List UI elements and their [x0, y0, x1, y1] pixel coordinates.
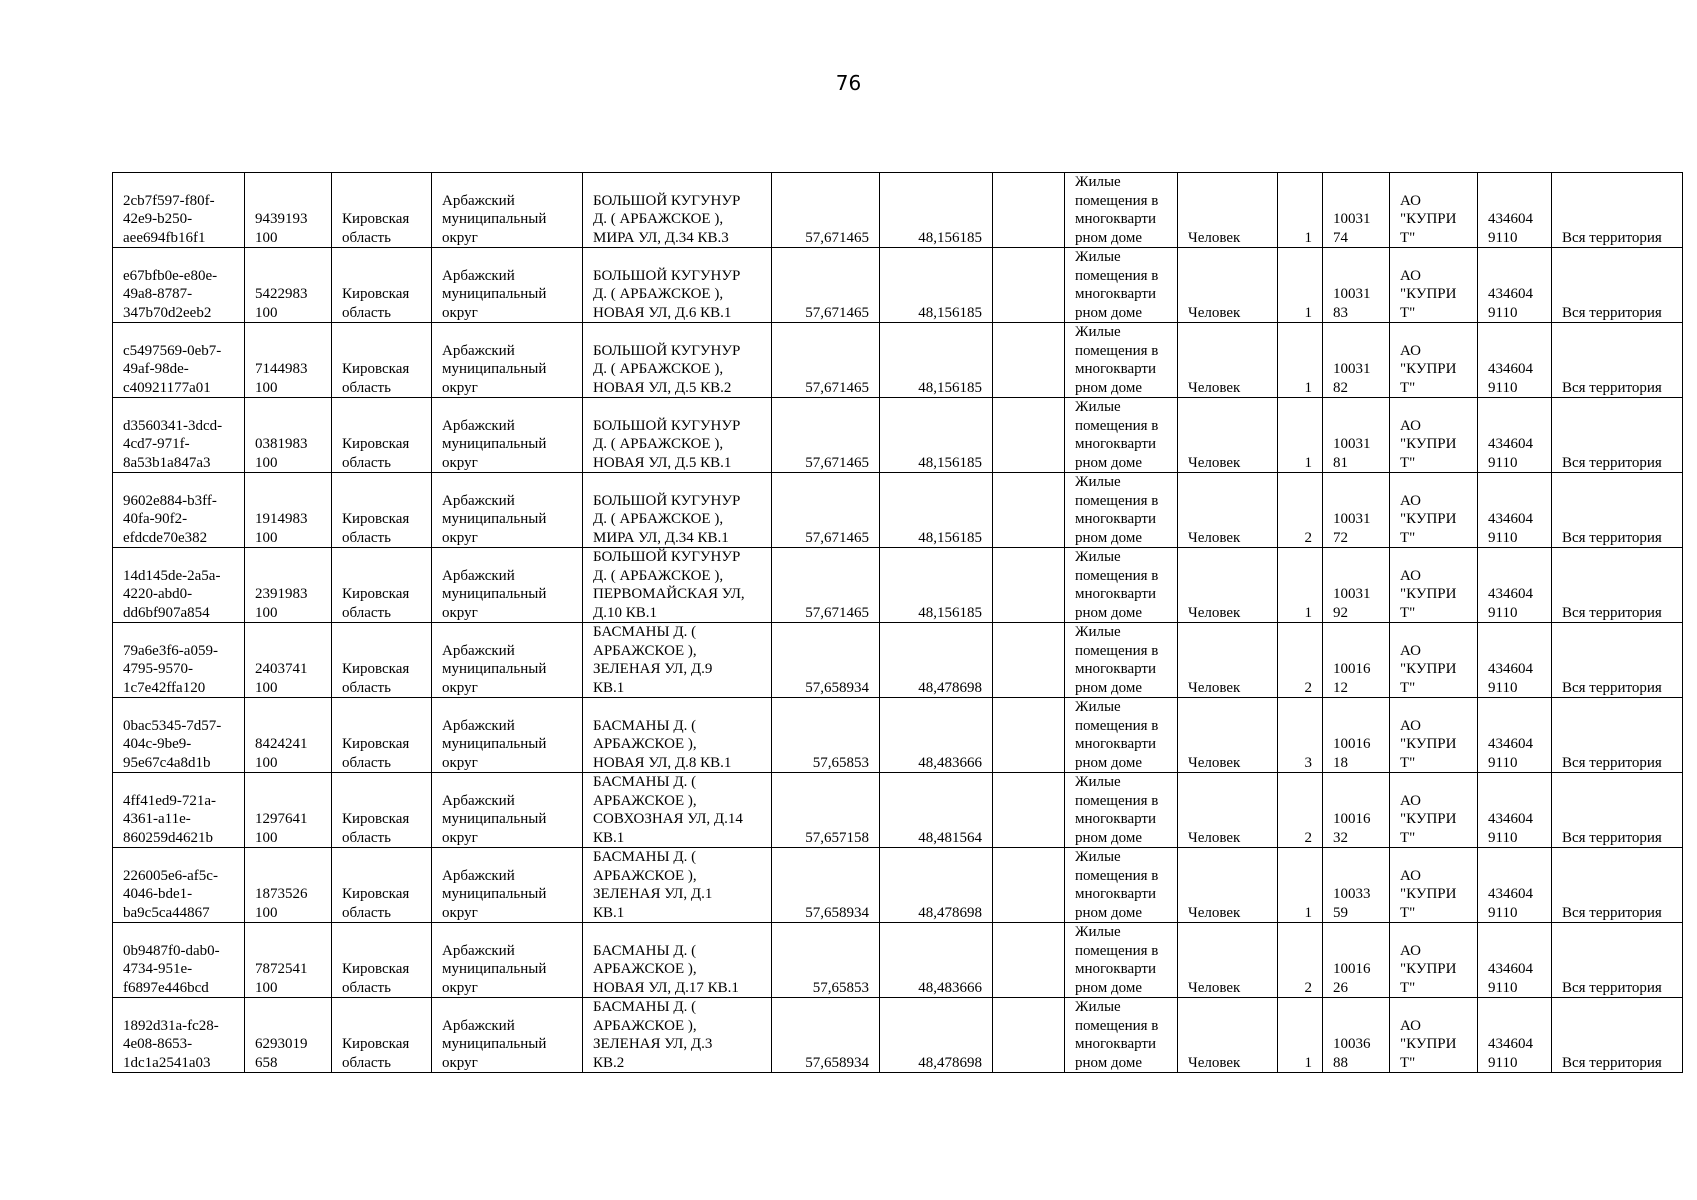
cell-latitude: 57,671465: [772, 248, 880, 323]
cell-address: БАСМАНЫ Д. ( АРБАЖСКОЕ ), НОВАЯ УЛ, Д.8 КВ.1: [583, 698, 772, 773]
cell-region: Кировская область: [332, 848, 432, 923]
cell-code: 5422983 100: [245, 248, 332, 323]
table-row: [113, 173, 1683, 248]
cell-premises-type: Жилые помещения в многокварти рном доме: [1065, 923, 1178, 998]
cell-unit: Человек: [1178, 548, 1278, 623]
cell-empty: [993, 848, 1065, 923]
cell-account: 10031 74: [1323, 173, 1390, 248]
cell-district: Арбажский муниципальный округ: [432, 248, 583, 323]
cell-account: 10031 81: [1323, 398, 1390, 473]
cell-address: БАСМАНЫ Д. ( АРБАЖСКОЕ ), ЗЕЛЕНАЯ УЛ, Д.9 КВ.1: [583, 623, 772, 698]
cell-count: 1: [1278, 998, 1323, 1073]
cell-unit: Человек: [1178, 398, 1278, 473]
cell-inn: 434604 9110: [1478, 248, 1552, 323]
cell-address: БОЛЬШОЙ КУГУНУР Д. ( АРБАЖСКОЕ ), НОВАЯ УЛ, Д.5 КВ.1: [583, 398, 772, 473]
cell-account: 10033 59: [1323, 848, 1390, 923]
cell-territory: Вся территория: [1552, 248, 1683, 323]
cell-inn: 434604 9110: [1478, 998, 1552, 1073]
cell-unit: Человек: [1178, 848, 1278, 923]
cell-premises-type: Жилые помещения в многокварти рном доме: [1065, 998, 1178, 1073]
cell-district: Арбажский муниципальный округ: [432, 623, 583, 698]
cell-organization: АО "КУПРИ Т": [1390, 923, 1478, 998]
table-row: [113, 548, 1683, 623]
table-row: [113, 848, 1683, 923]
table-body: [113, 173, 1683, 1073]
cell-code: 0381983 100: [245, 398, 332, 473]
cell-organization: АО "КУПРИ Т": [1390, 998, 1478, 1073]
cell-district: Арбажский муниципальный округ: [432, 548, 583, 623]
cell-latitude: 57,671465: [772, 398, 880, 473]
cell-region: Кировская область: [332, 173, 432, 248]
cell-premises-type: Жилые помещения в многокварти рном доме: [1065, 623, 1178, 698]
cell-organization: АО "КУПРИ Т": [1390, 473, 1478, 548]
cell-unit: Человек: [1178, 773, 1278, 848]
cell-latitude: 57,658934: [772, 998, 880, 1073]
cell-count: 2: [1278, 923, 1323, 998]
cell-count: 2: [1278, 773, 1323, 848]
cell-empty: [993, 698, 1065, 773]
cell-unit: Человек: [1178, 998, 1278, 1073]
cell-address: БАСМАНЫ Д. ( АРБАЖСКОЕ ), НОВАЯ УЛ, Д.17 КВ.1: [583, 923, 772, 998]
cell-code: 1873526 100: [245, 848, 332, 923]
cell-count: 1: [1278, 548, 1323, 623]
cell-latitude: 57,657158: [772, 773, 880, 848]
cell-premises-type: Жилые помещения в многокварти рном доме: [1065, 323, 1178, 398]
cell-region: Кировская область: [332, 548, 432, 623]
cell-longitude: 48,156185: [880, 398, 993, 473]
cell-region: Кировская область: [332, 473, 432, 548]
cell-longitude: 48,156185: [880, 323, 993, 398]
cell-organization: АО "КУПРИ Т": [1390, 698, 1478, 773]
cell-count: 1: [1278, 848, 1323, 923]
cell-count: 3: [1278, 698, 1323, 773]
cell-district: Арбажский муниципальный округ: [432, 698, 583, 773]
cell-count: 1: [1278, 248, 1323, 323]
cell-inn: 434604 9110: [1478, 848, 1552, 923]
cell-territory: Вся территория: [1552, 773, 1683, 848]
cell-code: 1297641 100: [245, 773, 332, 848]
cell-code: 7872541 100: [245, 923, 332, 998]
cell-address: БОЛЬШОЙ КУГУНУР Д. ( АРБАЖСКОЕ ), НОВАЯ УЛ, Д.5 КВ.2: [583, 323, 772, 398]
cell-unit: Человек: [1178, 923, 1278, 998]
cell-unit: Человек: [1178, 473, 1278, 548]
table-row: [113, 473, 1683, 548]
cell-empty: [993, 623, 1065, 698]
cell-address: БАСМАНЫ Д. ( АРБАЖСКОЕ ), ЗЕЛЕНАЯ УЛ, Д.1 КВ.1: [583, 848, 772, 923]
cell-code: 7144983 100: [245, 323, 332, 398]
cell-count: 2: [1278, 623, 1323, 698]
table-row: [113, 923, 1683, 998]
cell-organization: АО "КУПРИ Т": [1390, 848, 1478, 923]
cell-latitude: 57,65853: [772, 698, 880, 773]
cell-inn: 434604 9110: [1478, 548, 1552, 623]
cell-empty: [993, 323, 1065, 398]
cell-longitude: 48,156185: [880, 473, 993, 548]
table-row: [113, 998, 1683, 1073]
cell-address: БОЛЬШОЙ КУГУНУР Д. ( АРБАЖСКОЕ ), МИРА УЛ, Д.34 КВ.1: [583, 473, 772, 548]
cell-latitude: 57,658934: [772, 623, 880, 698]
cell-district: Арбажский муниципальный округ: [432, 323, 583, 398]
cell-inn: 434604 9110: [1478, 923, 1552, 998]
cell-region: Кировская область: [332, 623, 432, 698]
table-row: [113, 698, 1683, 773]
cell-region: Кировская область: [332, 923, 432, 998]
cell-unit: Человек: [1178, 248, 1278, 323]
registry-table: [112, 172, 1683, 1073]
cell-account: 10031 82: [1323, 323, 1390, 398]
cell-count: 2: [1278, 473, 1323, 548]
cell-longitude: 48,478698: [880, 848, 993, 923]
cell-organization: АО "КУПРИ Т": [1390, 248, 1478, 323]
cell-region: Кировская область: [332, 698, 432, 773]
cell-id: c5497569-0eb7- 49af-98de- c40921177a01: [113, 323, 245, 398]
cell-account: 10036 88: [1323, 998, 1390, 1073]
cell-premises-type: Жилые помещения в многокварти рном доме: [1065, 548, 1178, 623]
cell-account: 10031 72: [1323, 473, 1390, 548]
cell-premises-type: Жилые помещения в многокварти рном доме: [1065, 773, 1178, 848]
cell-organization: АО "КУПРИ Т": [1390, 173, 1478, 248]
cell-inn: 434604 9110: [1478, 773, 1552, 848]
cell-id: 0bac5345-7d57- 404c-9be9- 95e67c4a8d1b: [113, 698, 245, 773]
cell-empty: [993, 473, 1065, 548]
cell-account: 10016 18: [1323, 698, 1390, 773]
cell-code: 1914983 100: [245, 473, 332, 548]
cell-territory: Вся территория: [1552, 548, 1683, 623]
cell-organization: АО "КУПРИ Т": [1390, 623, 1478, 698]
cell-premises-type: Жилые помещения в многокварти рном доме: [1065, 173, 1178, 248]
cell-empty: [993, 173, 1065, 248]
cell-latitude: 57,671465: [772, 173, 880, 248]
cell-inn: 434604 9110: [1478, 698, 1552, 773]
cell-latitude: 57,658934: [772, 848, 880, 923]
cell-premises-type: Жилые помещения в многокварти рном доме: [1065, 473, 1178, 548]
cell-account: 10016 32: [1323, 773, 1390, 848]
cell-region: Кировская область: [332, 998, 432, 1073]
table-row: [113, 773, 1683, 848]
cell-district: Арбажский муниципальный округ: [432, 848, 583, 923]
cell-unit: Человек: [1178, 323, 1278, 398]
cell-district: Арбажский муниципальный округ: [432, 773, 583, 848]
cell-district: Арбажский муниципальный округ: [432, 473, 583, 548]
cell-organization: АО "КУПРИ Т": [1390, 398, 1478, 473]
page-number: 76: [835, 71, 862, 95]
cell-territory: Вся территория: [1552, 623, 1683, 698]
cell-address: БОЛЬШОЙ КУГУНУР Д. ( АРБАЖСКОЕ ), МИРА УЛ, Д.34 КВ.3: [583, 173, 772, 248]
cell-latitude: 57,671465: [772, 473, 880, 548]
cell-account: 10031 92: [1323, 548, 1390, 623]
cell-id: e67bfb0e-e80e- 49a8-8787- 347b70d2eeb2: [113, 248, 245, 323]
cell-id: d3560341-3dcd- 4cd7-971f- 8a53b1a847a3: [113, 398, 245, 473]
table-row: [113, 248, 1683, 323]
cell-longitude: 48,478698: [880, 998, 993, 1073]
cell-id: 79a6e3f6-a059- 4795-9570- 1c7e42ffa120: [113, 623, 245, 698]
table-row: [113, 323, 1683, 398]
cell-premises-type: Жилые помещения в многокварти рном доме: [1065, 248, 1178, 323]
cell-latitude: 57,671465: [772, 323, 880, 398]
cell-district: Арбажский муниципальный округ: [432, 398, 583, 473]
cell-territory: Вся территория: [1552, 848, 1683, 923]
cell-latitude: 57,65853: [772, 923, 880, 998]
cell-empty: [993, 398, 1065, 473]
cell-count: 1: [1278, 323, 1323, 398]
cell-inn: 434604 9110: [1478, 473, 1552, 548]
cell-id: 2cb7f597-f80f- 42e9-b250- aee694fb16f1: [113, 173, 245, 248]
cell-inn: 434604 9110: [1478, 173, 1552, 248]
cell-unit: Человек: [1178, 698, 1278, 773]
cell-longitude: 48,156185: [880, 248, 993, 323]
cell-address: БОЛЬШОЙ КУГУНУР Д. ( АРБАЖСКОЕ ), ПЕРВОМАЙСКАЯ УЛ, Д.10 КВ.1: [583, 548, 772, 623]
cell-territory: Вся территория: [1552, 998, 1683, 1073]
cell-region: Кировская область: [332, 323, 432, 398]
table-row: [113, 623, 1683, 698]
cell-organization: АО "КУПРИ Т": [1390, 548, 1478, 623]
cell-account: 10016 12: [1323, 623, 1390, 698]
cell-code: 2403741 100: [245, 623, 332, 698]
cell-id: 9602e884-b3ff- 40fa-90f2- efdcde70e382: [113, 473, 245, 548]
cell-longitude: 48,478698: [880, 623, 993, 698]
cell-id: 0b9487f0-dab0- 4734-951e- f6897e446bcd: [113, 923, 245, 998]
cell-address: БАСМАНЫ Д. ( АРБАЖСКОЕ ), ЗЕЛЕНАЯ УЛ, Д.3 КВ.2: [583, 998, 772, 1073]
cell-territory: Вся территория: [1552, 398, 1683, 473]
cell-longitude: 48,483666: [880, 698, 993, 773]
cell-code: 2391983 100: [245, 548, 332, 623]
cell-inn: 434604 9110: [1478, 623, 1552, 698]
cell-address: БАСМАНЫ Д. ( АРБАЖСКОЕ ), СОВХОЗНАЯ УЛ, Д.14 КВ.1: [583, 773, 772, 848]
cell-region: Кировская область: [332, 248, 432, 323]
cell-account: 10031 83: [1323, 248, 1390, 323]
cell-inn: 434604 9110: [1478, 323, 1552, 398]
table-row: [113, 398, 1683, 473]
cell-unit: Человек: [1178, 173, 1278, 248]
cell-territory: Вся территория: [1552, 698, 1683, 773]
cell-premises-type: Жилые помещения в многокварти рном доме: [1065, 698, 1178, 773]
cell-longitude: 48,156185: [880, 548, 993, 623]
cell-longitude: 48,481564: [880, 773, 993, 848]
cell-count: 1: [1278, 173, 1323, 248]
cell-empty: [993, 923, 1065, 998]
cell-region: Кировская область: [332, 398, 432, 473]
cell-territory: Вся территория: [1552, 923, 1683, 998]
cell-id: 1892d31a-fc28- 4e08-8653- 1dc1a2541a03: [113, 998, 245, 1073]
cell-organization: АО "КУПРИ Т": [1390, 323, 1478, 398]
cell-territory: Вся территория: [1552, 473, 1683, 548]
cell-id: 14d145de-2a5a- 4220-abd0- dd6bf907a854: [113, 548, 245, 623]
cell-district: Арбажский муниципальный округ: [432, 923, 583, 998]
cell-territory: Вся территория: [1552, 323, 1683, 398]
cell-district: Арбажский муниципальный округ: [432, 173, 583, 248]
cell-premises-type: Жилые помещения в многокварти рном доме: [1065, 848, 1178, 923]
cell-longitude: 48,483666: [880, 923, 993, 998]
cell-empty: [993, 773, 1065, 848]
cell-code: 9439193 100: [245, 173, 332, 248]
cell-empty: [993, 548, 1065, 623]
cell-account: 10016 26: [1323, 923, 1390, 998]
cell-unit: Человек: [1178, 623, 1278, 698]
cell-empty: [993, 248, 1065, 323]
cell-inn: 434604 9110: [1478, 398, 1552, 473]
cell-premises-type: Жилые помещения в многокварти рном доме: [1065, 398, 1178, 473]
cell-organization: АО "КУПРИ Т": [1390, 773, 1478, 848]
cell-empty: [993, 998, 1065, 1073]
cell-territory: Вся территория: [1552, 173, 1683, 248]
cell-address: БОЛЬШОЙ КУГУНУР Д. ( АРБАЖСКОЕ ), НОВАЯ УЛ, Д.6 КВ.1: [583, 248, 772, 323]
cell-code: 6293019 658: [245, 998, 332, 1073]
cell-id: 4ff41ed9-721a- 4361-a11e- 860259d4621b: [113, 773, 245, 848]
cell-district: Арбажский муниципальный округ: [432, 998, 583, 1073]
cell-region: Кировская область: [332, 773, 432, 848]
cell-code: 8424241 100: [245, 698, 332, 773]
cell-longitude: 48,156185: [880, 173, 993, 248]
cell-count: 1: [1278, 398, 1323, 473]
cell-id: 226005e6-af5c- 4046-bde1- ba9c5ca44867: [113, 848, 245, 923]
cell-latitude: 57,671465: [772, 548, 880, 623]
